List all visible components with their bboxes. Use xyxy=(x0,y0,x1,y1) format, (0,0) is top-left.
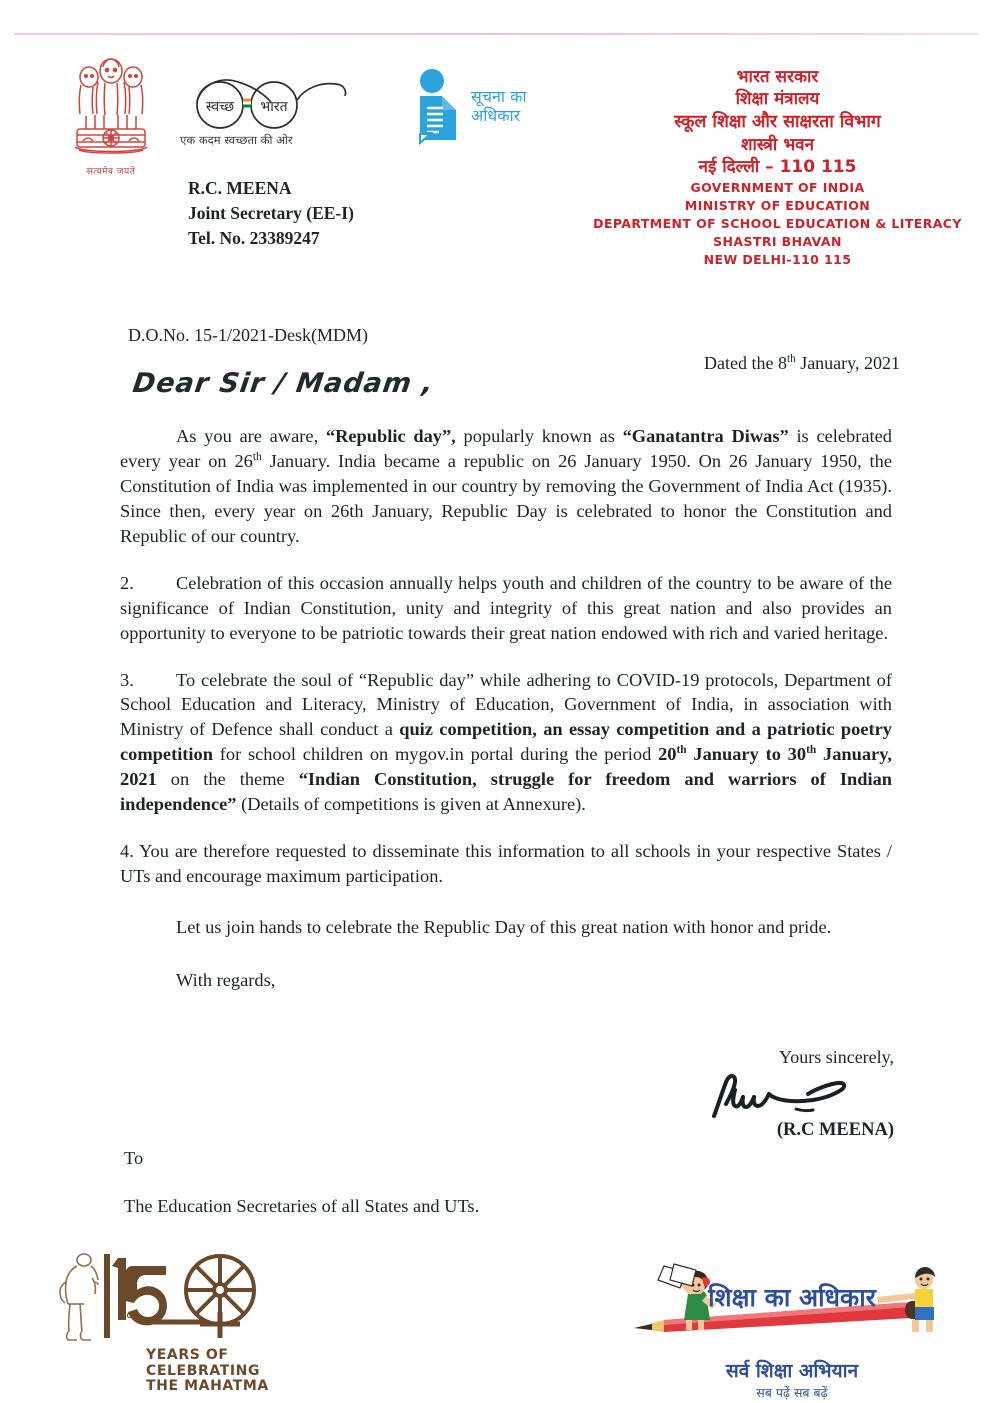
ministry-hindi-line-1: भारत सरकार xyxy=(736,67,819,87)
swachh-bharat-logo xyxy=(178,70,358,148)
emblem-motto: सत्यमेव जयते xyxy=(86,167,136,177)
svg-text:स्वच्छ: स्वच्छ xyxy=(205,99,235,115)
p3-bold-date-start: 20 xyxy=(658,744,677,765)
ministry-english-line-2: MINISTRY OF EDUCATION xyxy=(684,197,871,213)
officer-designation: Joint Secretary (EE-I) xyxy=(188,202,354,223)
p3-text-1: To celebrate the soul of “Republic day” while adhering to COVID-19 protocols, Department of School Education and Literacy, Ministry of Education, Government of India, in association with Ministry of Defence shall conduct a xyxy=(120,669,892,740)
ministry-english-line-1: GOVERNMENT OF INDIA xyxy=(690,179,865,195)
india-state-emblem xyxy=(55,55,167,180)
rti-label xyxy=(471,88,527,126)
officer-block xyxy=(188,176,354,251)
p1-bold-republic-day: “Republic day”, xyxy=(325,426,456,446)
state-emblem-icon xyxy=(65,55,157,163)
ministry-address-block xyxy=(575,66,980,269)
date-prefix: Dated the 8 xyxy=(704,353,787,373)
signature-block xyxy=(650,1047,900,1141)
svg-text:ه: ه xyxy=(126,1307,133,1322)
rti-logo xyxy=(410,68,580,146)
p2-number: 2. xyxy=(120,572,134,593)
date-ordinal-suffix: th xyxy=(787,353,796,365)
p3-text-4: (Details of competitions is given at Annexure). xyxy=(236,794,586,815)
paragraph-4 xyxy=(120,839,892,889)
gandhi-text-line-1: YEARS OF xyxy=(146,1347,229,1363)
rti-label-line1: सूचना का xyxy=(471,87,527,107)
sarva-shiksha-abhiyan-logo xyxy=(612,1258,972,1401)
handwritten-signature xyxy=(650,1068,900,1120)
gandhi-logo-text xyxy=(146,1348,308,1395)
ssa-tagline: सब पढ़ें सब बढ़ें xyxy=(756,1385,828,1400)
p1-bold-ganatantra-diwas: “Ganatantra Diwas” xyxy=(622,426,789,446)
p2-text: Celebration of this occasion annually helps youth and children of the country to be aware of the significance of Indian Constitution, unity and integrity of this great nation and also provides an opportunity to everyone to be patriotic towards their great nation endowed with rich and varied heritage. xyxy=(120,572,892,643)
ministry-english-line-5: NEW DELHI-110 115 xyxy=(703,252,852,268)
p1-ordinal-suffix: th xyxy=(252,450,262,463)
right-to-information-icon xyxy=(410,68,464,146)
gandhi-150-years-icon xyxy=(48,1252,298,1347)
p3-date-start-suffix: th xyxy=(676,744,687,757)
ministry-hindi-line-3: स्कूल शिक्षा और साक्षरता विभाग xyxy=(674,111,881,132)
p3-date-end-suffix: th xyxy=(806,744,817,757)
officer-name: R.C. MEENA xyxy=(188,178,292,198)
p3-number: 3. xyxy=(120,669,134,690)
paragraph-2 xyxy=(120,571,892,646)
signatory-name: (R.C MEENA) xyxy=(776,1120,894,1140)
ministry-hindi-line-4: शास्त्री भवन xyxy=(740,134,815,155)
ssa-subtitle-block xyxy=(612,1357,972,1401)
letter-body xyxy=(120,424,892,991)
scan-artifact-line xyxy=(14,33,978,35)
p3-text-3: on the theme xyxy=(156,769,299,790)
handwritten-salutation: Dear Sir / Madam , xyxy=(130,368,436,399)
p1-text-2: popularly known as xyxy=(455,426,623,446)
closing-text: Let us join hands to celebrate the Republic Day of this great nation with honor and pride. xyxy=(176,917,832,937)
swachh-bharat-tagline: एक कदम स्वच्छता की ओर xyxy=(180,133,293,147)
p1-text-3: is celebrated every year on 26 xyxy=(120,426,892,471)
swachh-bharat-glasses-icon xyxy=(178,70,358,132)
letter-date xyxy=(704,353,900,374)
p3-bold-competitions: quiz competition, an essay competition and a patriotic poetry competition xyxy=(120,719,892,765)
gandhi-text-line-3: THE MAHATMA xyxy=(146,1378,269,1395)
p3-bold-theme: “Indian Constitution, struggle for freedom and warriors of Indian independence” xyxy=(120,769,892,815)
complimentary-close: Yours sincerely, xyxy=(779,1047,894,1067)
svg-text:शिक्षा का अधिकार: शिक्षा का अधिकार xyxy=(708,1283,876,1312)
paragraph-3 xyxy=(120,668,892,818)
ministry-english-line-3: DEPARTMENT OF SCHOOL EDUCATION & LITERACY xyxy=(593,216,962,232)
letterhead xyxy=(0,48,992,308)
paragraph-1 xyxy=(120,424,892,549)
p3-bold-date-mid: January to 30 xyxy=(686,744,807,765)
p1-text-4: January. India became a republic on 26 January 1950. On 26 January 1950, the Constitution of India was implemented in our country by removing the Government of India Act (1935). Since then, every year on 26th January, Republic Day is celebrated to honor the Constitution and Republic of our country. xyxy=(120,450,893,546)
svg-text:भारत: भारत xyxy=(260,99,288,115)
ministry-hindi-line-5: नई दिल्ली – 110 115 xyxy=(698,157,857,178)
gandhi-text-line-2: CELEBRATING xyxy=(146,1362,261,1379)
p4-number: 4. xyxy=(120,841,134,862)
p1-text-1: As you are aware, xyxy=(176,426,326,446)
reference-number: D.O.No. 15-1/2021-Desk(MDM) xyxy=(128,325,368,345)
gandhi-150-logo xyxy=(48,1252,308,1395)
date-suffix: January, 2021 xyxy=(795,353,900,373)
recipient-line: The Education Secretaries of all States and UTs. xyxy=(124,1196,480,1216)
ministry-english-line-4: SHASTRI BHAVAN xyxy=(713,234,842,250)
regards-line: With regards, xyxy=(176,969,276,990)
p4-text: You are therefore requested to disseminate this information to all schools in your respective States / UTs and encourage maximum participation. xyxy=(120,841,892,887)
ssa-subtitle: सर्व शिक्षा अभियान xyxy=(725,1360,859,1382)
closing-paragraph xyxy=(120,915,892,940)
to-label: To xyxy=(124,1148,144,1168)
signature-icon xyxy=(696,1068,886,1120)
sarva-shiksha-abhiyan-icon xyxy=(612,1258,972,1354)
p3-bold-date-end: January, 2021 xyxy=(120,744,892,790)
ministry-hindi-line-2: शिक्षा मंत्रालय xyxy=(735,89,820,110)
p3-text-2: for school children on mygov.in portal during the period xyxy=(212,744,659,765)
rti-label-line2: अधिकार xyxy=(471,106,521,125)
officer-phone: Tel. No. 23389247 xyxy=(188,227,320,248)
